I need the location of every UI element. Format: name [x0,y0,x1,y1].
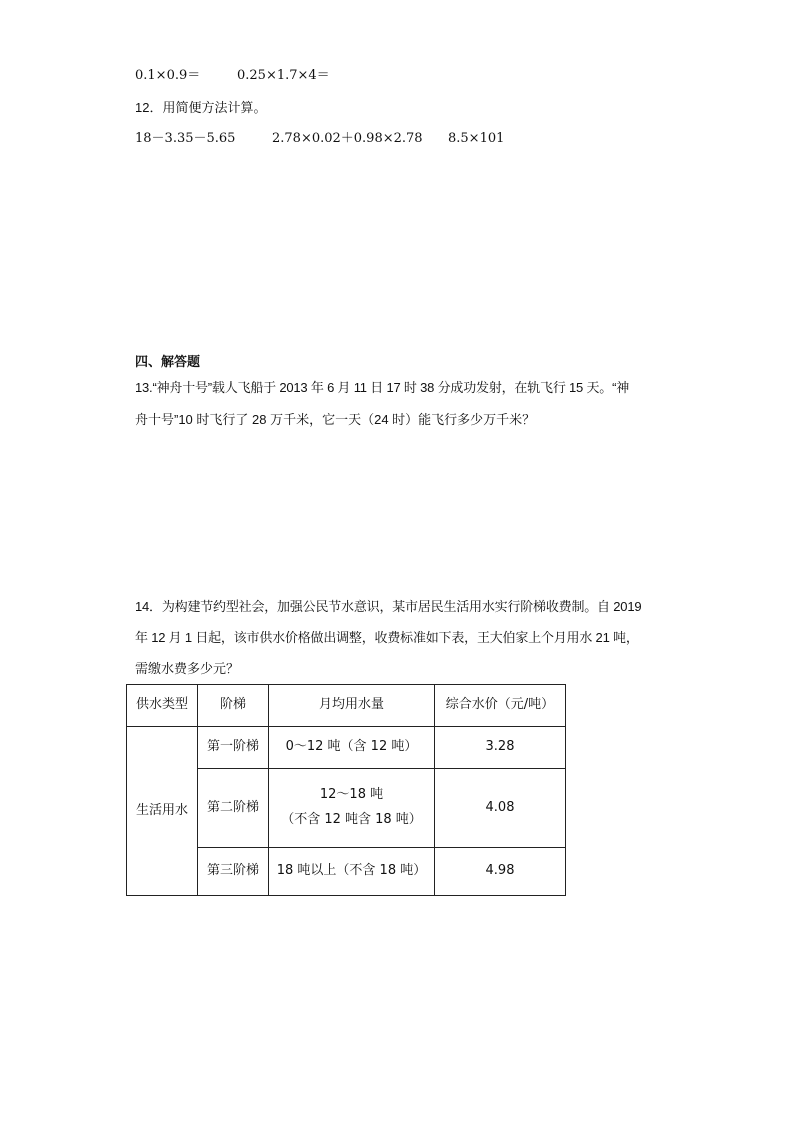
usage-line-2: （不含 12 吨含 18 吨） [281,812,422,827]
header-cell-usage: 月均用水量 [269,685,435,727]
q12-item-2: 2.78×0.02＋0.98×2.78 [272,131,423,146]
usage-cell: 18 吨以上（不含 18 吨） [269,848,435,896]
expression-2: 0.25×1.7×4＝ [237,68,330,83]
usage-line-1: 12～18 吨 [319,787,384,803]
question-14-line-2: 年 12 月 1 日起，该市供水价格做出调整，收费标准如下表，王大伯家上个月用水 21 吨， [135,630,639,645]
tier-cell: 第三阶梯 [198,848,269,896]
header-cell-tier: 阶梯 [198,685,269,727]
question-12-title: 12．用简便方法计算。 [135,100,267,115]
question-14-line-3: 需缴水费多少元？ [135,661,240,676]
question-13-line-2: 舟十号”10 时飞行了 28 万千米，它一天（24 时）能飞行多少万千米？ [135,412,536,427]
section-heading: 四、解答题 [135,354,201,369]
table-header-row [127,685,566,727]
tier-cell: 第一阶梯 [198,727,269,769]
water-fee-table [126,684,566,896]
price-cell: 4.08 [435,769,566,848]
header-cell-price: 综合水价（元/吨） [435,685,566,727]
type-cell: 生活用水 [127,727,198,896]
q12-item-3: 8.5×101 [448,131,505,146]
usage-cell [269,769,435,848]
header-cell-type: 供水类型 [127,685,198,727]
price-cell: 4.98 [435,848,566,896]
question-13-line-1: 13.“神舟十号”载人飞船于 2013 年 6 月 11 日 17 时 38 分成功发射，在轨飞行 15 天。“神 [135,380,630,395]
table-row [127,727,566,769]
q12-item-1: 18－3.35－5.65 [135,131,236,146]
question-14-line-1: 14．为构建节约型社会，加强公民节水意识，某市居民生活用水实行阶梯收费制。自 2019 [135,599,642,614]
price-cell: 3.28 [435,727,566,769]
usage-cell: 0～12 吨（含 12 吨） [269,727,435,769]
tier-cell: 第二阶梯 [198,769,269,848]
expression-1: 0.1×0.9＝ [135,68,201,83]
